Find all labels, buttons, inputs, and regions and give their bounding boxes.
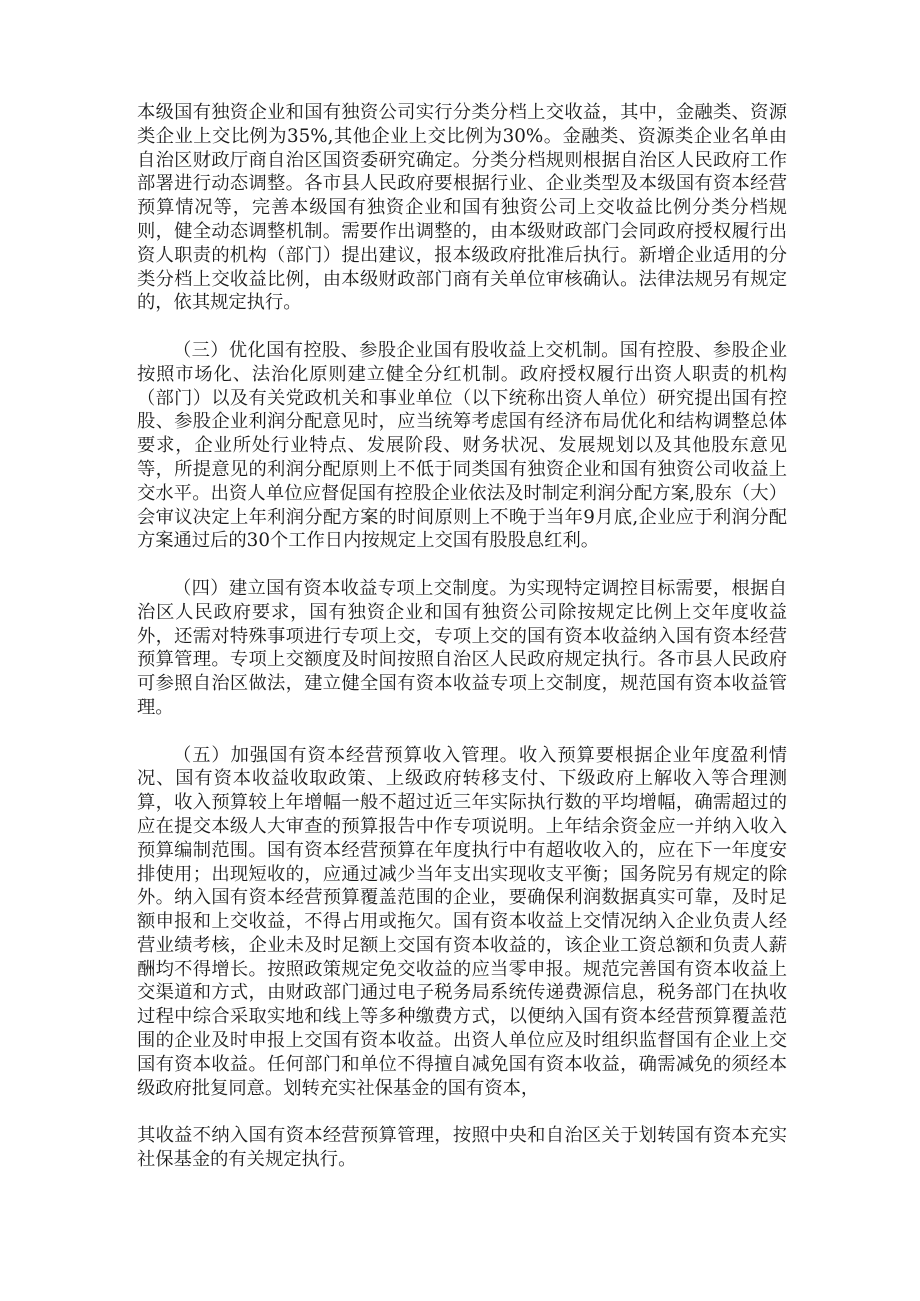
paragraph-revenue-ratio: 本级国有独资企业和国有独资公司实行分类分档上交收益，其中，金融类、资源类企业上交比例为35%,其他企业上交比例为30%。金融类、资源类企业名单由自治区财政厅商自治区国资委研究确定。分类分档规则根据自治区人民政府工作部署进行动态调整。各市县人民政府要根据行业、企业类型及本级国有资本经营预算情况等，完善本级国有独资企业和国有独资公司上交收益比例分类分档规则，健全动态调整机制。需要作出调整的，由本级财政部门会同政府授权履行出资人职责的机构（部门）提出建议，报本级政府批准后执行。新增企业适用的分类分档上交收益比例，由本级财政部门商有关单位审核确认。法律法规另有规定的，依其规定执行。: [137, 102, 787, 314]
paragraph-section-4: （四）建立国有资本收益专项上交制度。为实现特定调控目标需要，根据自治区人民政府要求，国有独资企业和国有独资公司除按规定比例上交年度收益外，还需对特殊事项进行专项上交，专项上交的国有资本收益纳入国有资本经营预算管理。专项上交额度及时间按照自治区人民政府规定执行。各市县人民政府可参照自治区做法，建立健全国有资本收益专项上交制度，规范国有资本收益管理。: [137, 577, 787, 718]
paragraph-section-5: （五）加强国有资本经营预算收入管理。收入预算要根据企业年度盈利情况、国有资本收益收取政策、上级政府转移支付、下级政府上解收入等合理测算，收入预算较上年增幅一般不超过近三年实际执行数的平均增幅，确需超过的应在提交本级人大审查的预算报告中作专项说明。上年结余资金应一并纳入收入预算编制范围。国有资本经营预算在年度执行中有超收收入的，应在下一年度安排使用；出现短收的，应通过减少当年支出实现收支平衡；国务院另有规定的除外。纳入国有资本经营预算覆盖范围的企业，要确保利润数据真实可靠，及时足额申报和上交收益，不得占用或拖欠。国有资本收益上交情况纳入企业负责人经营业绩考核，企业未及时足额上交国有资本收益的，该企业工资总额和负责人薪酬均不得增长。按照政策规定免交收益的应当零申报。规范完善国有资本收益上交渠道和方式，由财政部门通过电子税务局系统传递费源信息，税务部门在执收过程中综合采取实地和线上等多种缴费方式，以便纳入国有资本经营预算覆盖范围的企业及时申报上交国有资本收益。出资人单位应及时组织监督国有企业上交国有资本收益。任何部门和单位不得擅自减免国有资本收益，确需减免的须经本级政府批复同意。划转充实社保基金的国有资本，: [137, 744, 787, 1099]
paragraph-continuation: 其收益不纳入国有资本经营预算管理，按照中央和自治区关于划转国有资本充实社保基金的有关规定执行。: [137, 1125, 787, 1171]
document-page: [137, 101, 787, 1172]
paragraph-section-3: （三）优化国有控股、参股企业国有股收益上交机制。国有控股、参股企业按照市场化、法治化原则建立健全分红机制。政府授权履行出资人职责的机构（部门）以及有关党政机关和事业单位（以下统称出资人单位）研究提出国有控股、参股企业利润分配意见时，应当统筹考虑国有经济布局优化和结构调整总体要求，企业所处行业特点、发展阶段、财务状况、发展规划以及其他股东意见等，所提意见的利润分配原则上不低于同类国有独资企业和国有独资公司收益上交水平。出资人单位应督促国有控股企业依法及时制定利润分配方案,股东（大）会审议决定上年利润分配方案的时间原则上不晚于当年9月底,企业应于利润分配方案通过后的30个工作日内按规定上交国有股股息红利。: [137, 339, 787, 552]
